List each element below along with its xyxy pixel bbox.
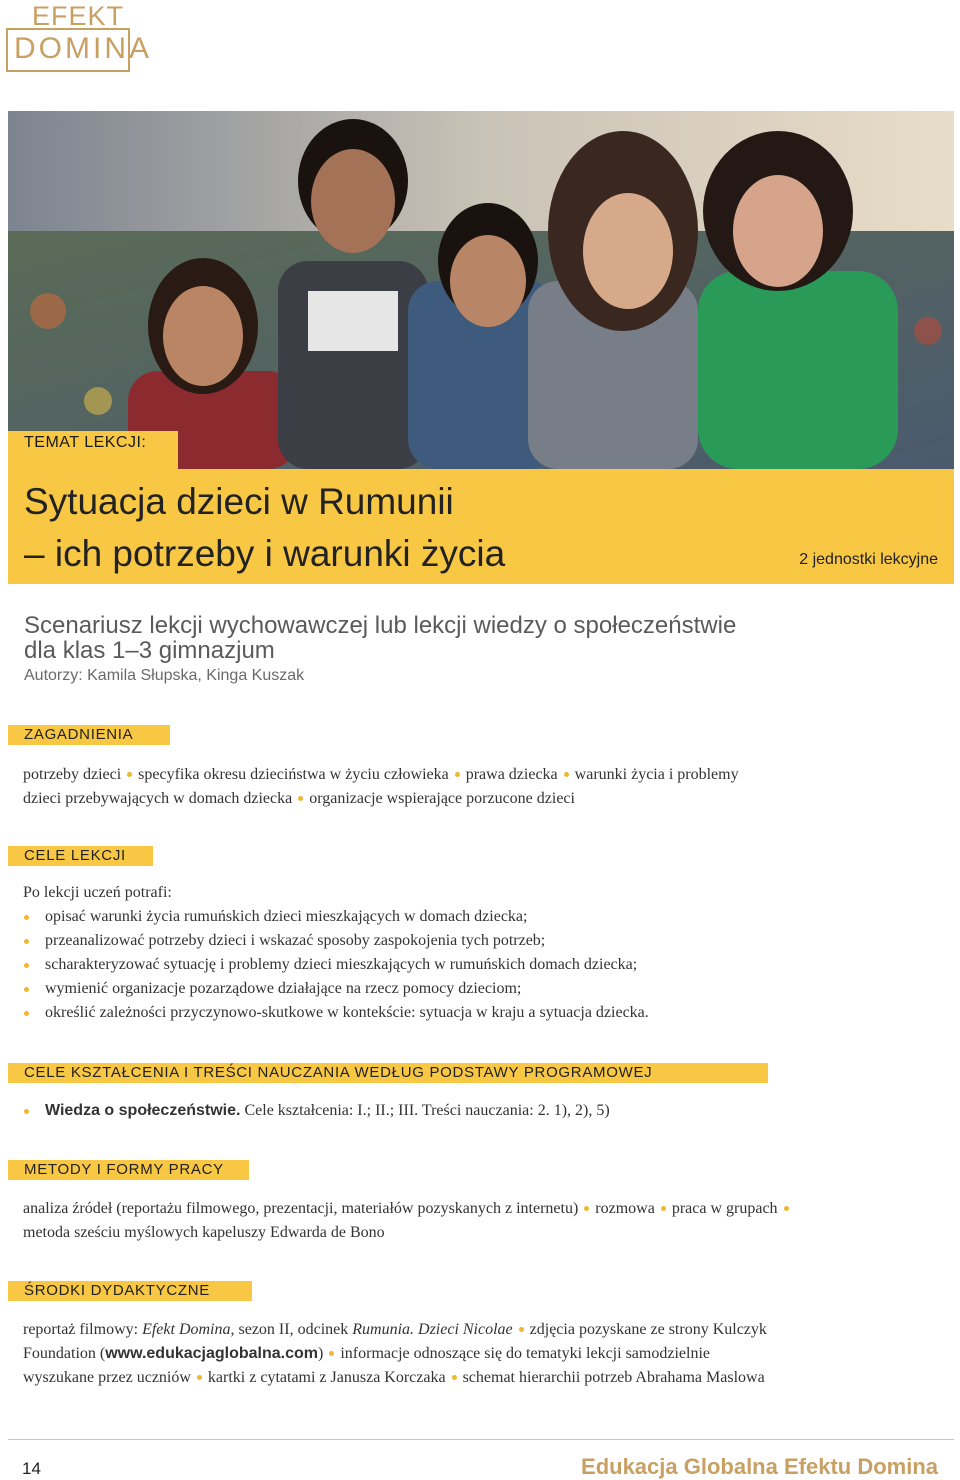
srodki-text-part: Foundation (	[23, 1345, 106, 1362]
zagadnienia-item: specyfika okresu dzieciństwa w życiu człowieka	[138, 766, 449, 783]
section-heading-cele: CELE LEKCJI	[8, 846, 153, 866]
srodki-text	[23, 1318, 767, 1390]
list-item: opisać warunki życia rumuńskich dzieci mieszkających w domach dziecka;	[23, 905, 649, 929]
curriculum-details: Cele kształcenia: I.; II.; III. Treści nauczania: 2. 1), 2), 5)	[244, 1102, 610, 1119]
group-photo	[8, 111, 954, 469]
bullet-dot	[564, 772, 569, 777]
bullet-dot	[298, 796, 303, 801]
logo-line2: DOMINA	[14, 32, 152, 65]
footer-divider	[8, 1439, 954, 1440]
zagadnienia-item: warunki życia i problemy	[574, 766, 739, 783]
zagadnienia-item: dzieci przebywających w domach dziecka	[23, 790, 293, 807]
bullet-dot	[784, 1206, 789, 1211]
srodki-text-part: informacje odnoszące się do tematyki lekcji samodzielnie	[340, 1345, 710, 1362]
zagadnienia-item: prawa dziecka	[465, 766, 558, 783]
subtitle-line1: Scenariusz lekcji wychowawczej lub lekcji wiedzy o społeczeństwie	[24, 612, 737, 639]
list-item: scharakteryzować sytuację i problemy dzieci mieszkających w rumuńskich domach dziecka;	[23, 953, 649, 977]
section-heading-metody: METODY I FORMY PRACY	[8, 1160, 249, 1180]
subtitle-line2: dla klas 1–3 gimnazjum	[24, 637, 275, 664]
zagadnienia-item: potrzeby dzieci	[23, 766, 122, 783]
zagadnienia-text	[23, 763, 739, 811]
zagadnienia-item: organizacje wspierające porzucone dzieci	[309, 790, 575, 807]
bullet-dot	[519, 1327, 524, 1332]
section-heading-srodki: ŚRODKI DYDAKTYCZNE	[8, 1281, 252, 1301]
film-title: Efekt Domina	[142, 1321, 231, 1338]
metody-item: metoda sześciu myślowych kapeluszy Edwarda de Bono	[23, 1224, 385, 1241]
lesson-units: 2 jednostki lekcyjne	[799, 551, 938, 568]
cele-list	[23, 905, 649, 1025]
ksztalcenie-text	[23, 1099, 610, 1123]
bullet-dot	[197, 1375, 202, 1380]
srodki-text-part: , sezon II, odcinek	[230, 1321, 353, 1338]
srodki-text-part: wyszukane przez uczniów	[23, 1369, 191, 1386]
srodki-text-part: kartki z cytatami z Janusza Korczaka	[207, 1369, 446, 1386]
bullet-dot	[329, 1351, 334, 1356]
logo	[6, 1, 152, 72]
subject-name: Wiedza o społeczeństwie.	[45, 1102, 241, 1119]
title-band	[8, 431, 954, 584]
bullet-dot	[127, 772, 132, 777]
metody-text	[23, 1197, 795, 1245]
srodki-text-part: )	[318, 1345, 324, 1362]
logo-line1: EFEKT	[32, 1, 125, 31]
page-number: 14	[22, 1459, 41, 1478]
srodki-text-part: zdjęcia pozyskane ze strony Kulczyk	[529, 1321, 767, 1338]
srodki-text-part: schemat hierarchii potrzeb Abrahama Maslowa	[462, 1369, 765, 1386]
bullet-dot	[452, 1375, 457, 1380]
subtitle	[24, 613, 736, 663]
srodki-text-part: reportaż filmowy:	[23, 1321, 143, 1338]
cele-intro: Po lekcji uczeń potrafi:	[23, 884, 172, 901]
section-heading-ksztalcenie: CELE KSZTAŁCENIA I TREŚCI NAUCZANIA WEDŁUG PODSTAWY PROGRAMOWEJ	[8, 1063, 768, 1083]
bullet-dot	[584, 1206, 589, 1211]
topic-label: TEMAT LEKCJI:	[24, 434, 147, 451]
bullet-dot	[661, 1206, 666, 1211]
metody-item: rozmowa	[595, 1200, 655, 1217]
footer-title: Edukacja Globalna Efektu Domina	[581, 1454, 938, 1479]
bullet-dot	[455, 772, 460, 777]
metody-item: praca w grupach	[671, 1200, 778, 1217]
page-title-line2: – ich potrzeby i warunki życia	[24, 533, 506, 574]
list-item: przeanalizować potrzeby dzieci i wskazać sposoby zaspokojenia tych potrzeb;	[23, 929, 649, 953]
authors: Autorzy: Kamila Słupska, Kinga Kuszak	[24, 667, 305, 684]
section-heading-zagadnienia: ZAGADNIENIA	[8, 725, 170, 745]
list-item: określić zależności przyczynowo-skutkowe w kontekście: sytuacja w kraju a sytuacja dziecka.	[23, 1001, 649, 1025]
metody-item: analiza źródeł (reportażu filmowego, prezentacji, materiałów pozyskanych z internetu)	[23, 1200, 579, 1217]
website-link[interactable]: www.edukacjaglobalna.com	[105, 1345, 319, 1362]
page-title-line1: Sytuacja dzieci w Rumunii	[24, 481, 454, 522]
list-item: wymienić organizacje pozarządowe działające na rzecz pomocy dzieciom;	[23, 977, 649, 1001]
episode-title: Rumunia. Dzieci Nicolae	[352, 1321, 513, 1338]
